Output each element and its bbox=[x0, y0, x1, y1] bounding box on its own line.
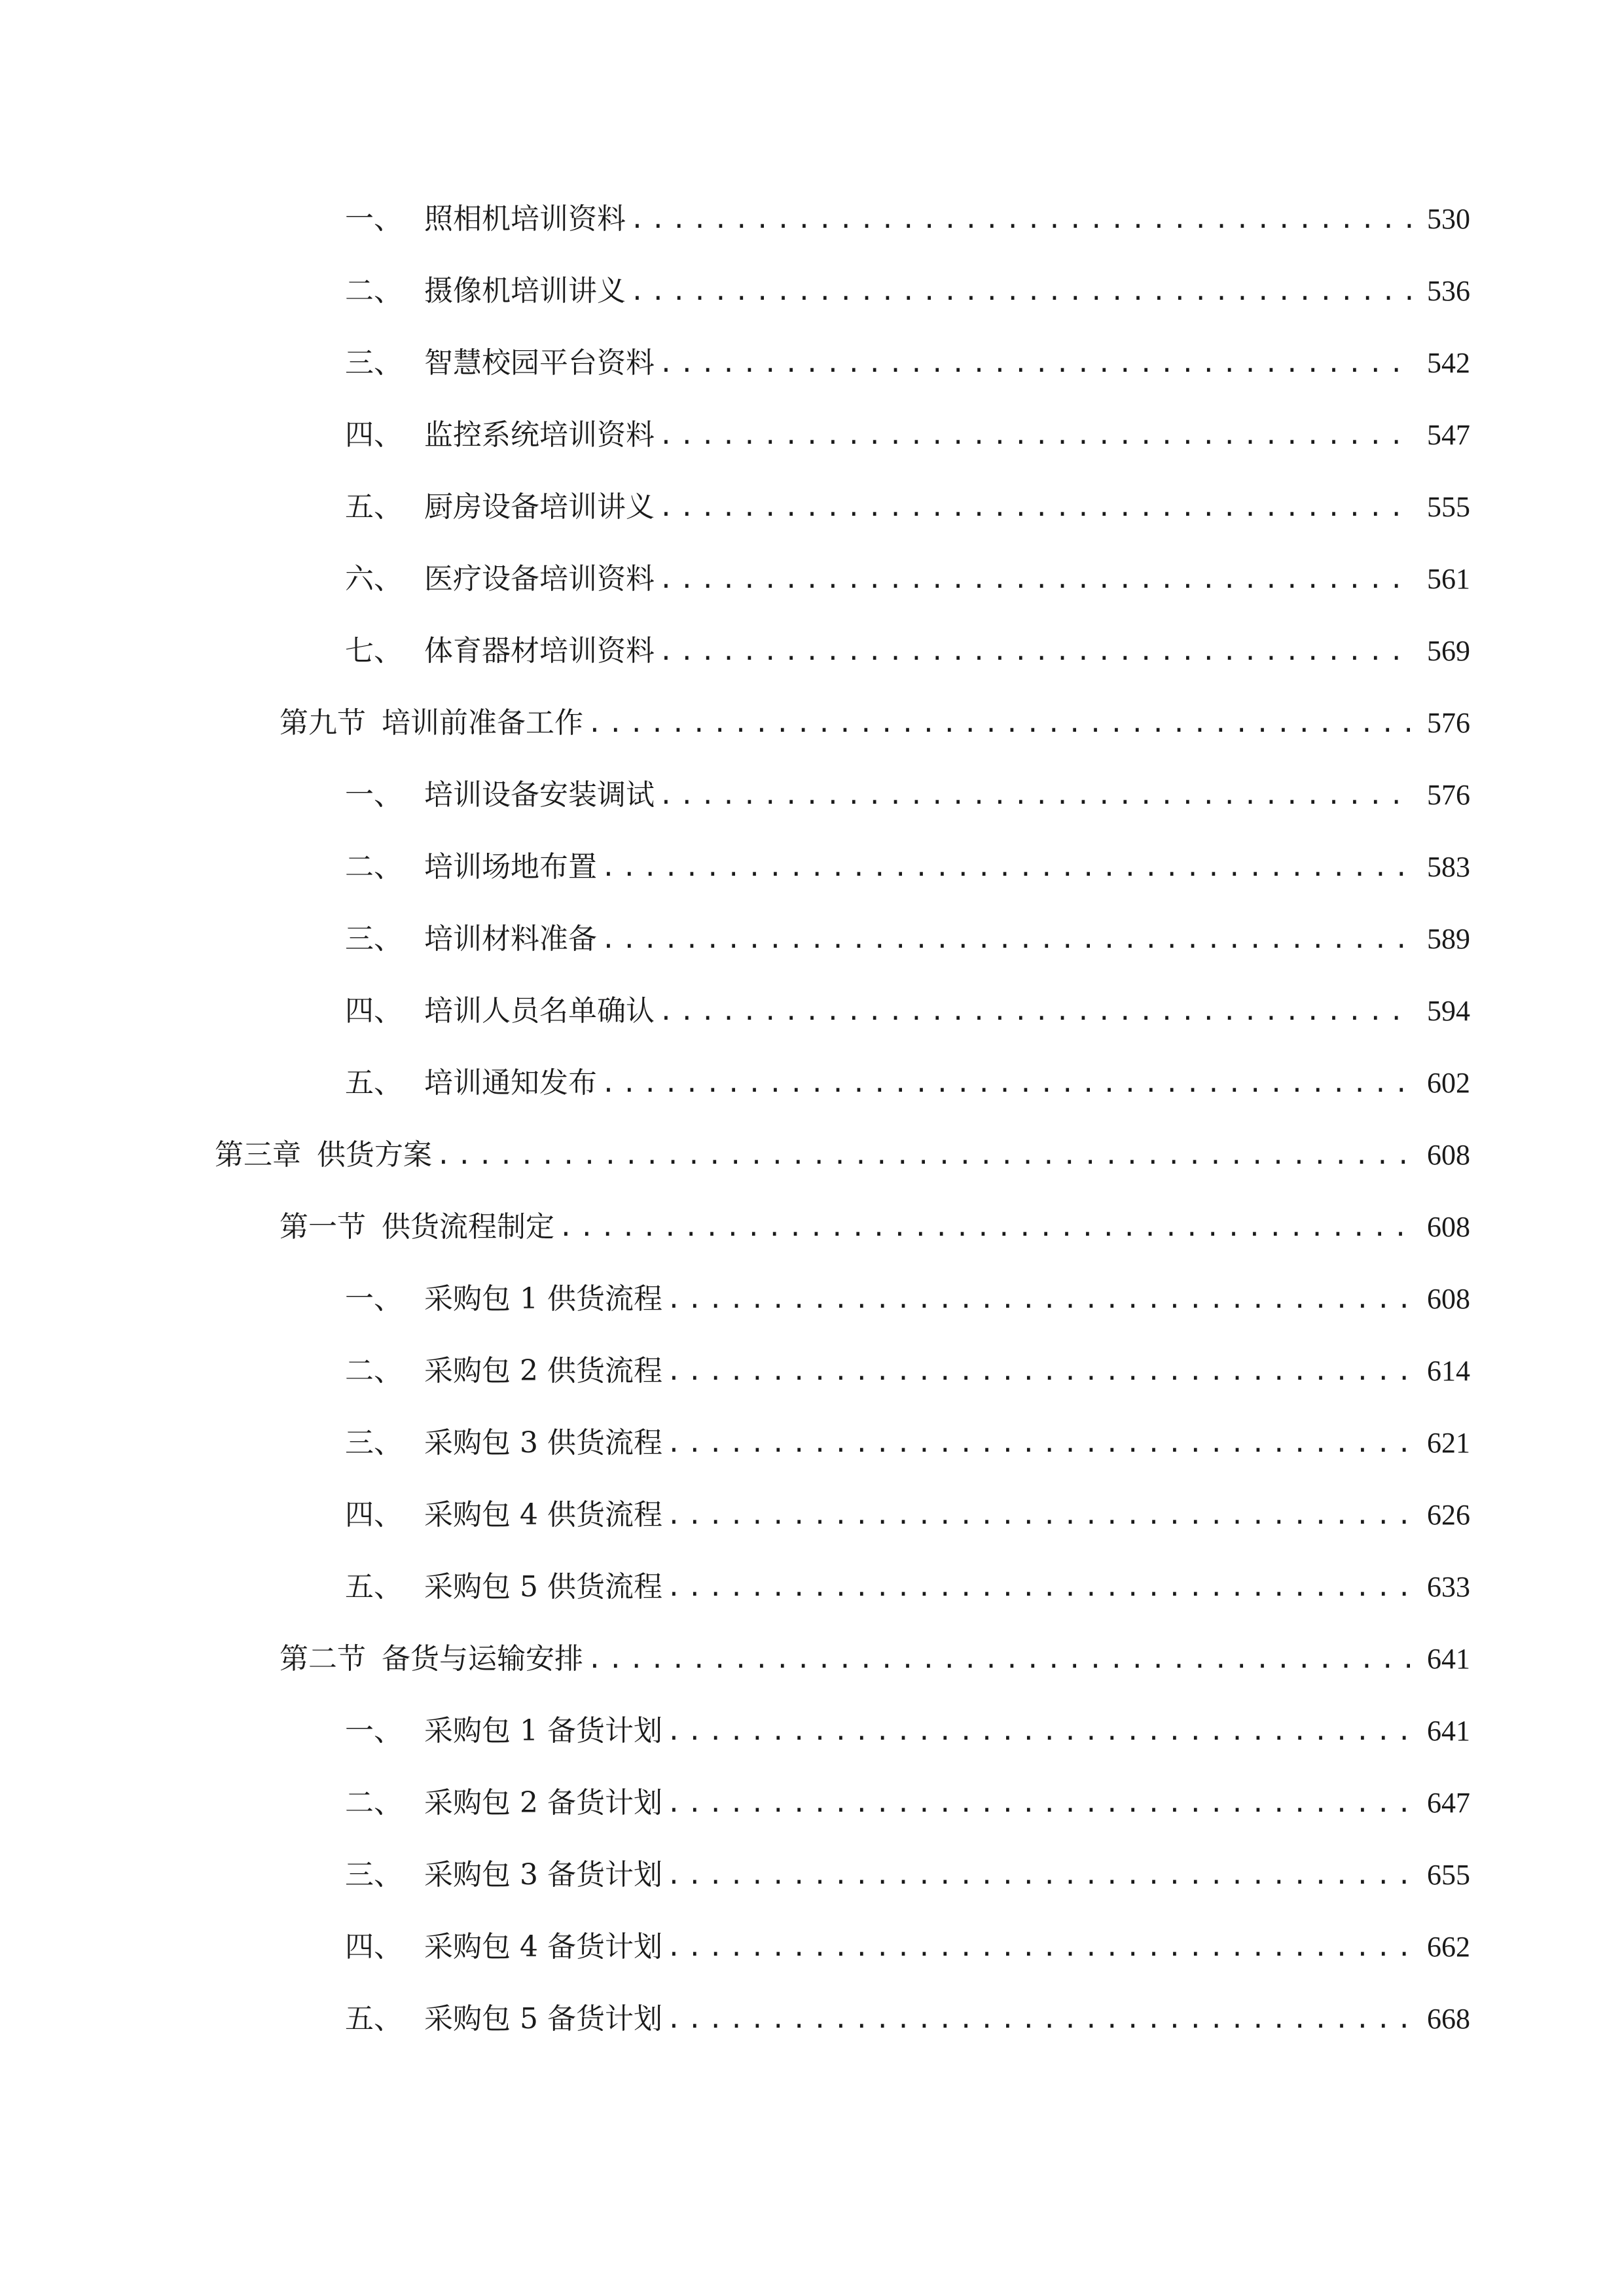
toc-entry-title: 采购包 1 供货流程 bbox=[424, 1282, 662, 1316]
toc-entry-title: 采购包 5 供货流程 bbox=[424, 1570, 662, 1604]
toc-page-number: 655 bbox=[1427, 1859, 1470, 1891]
toc-entry-number: 五、 bbox=[345, 490, 403, 524]
toc-entry-title: 采购包 5 备货计划 bbox=[424, 2002, 662, 2036]
toc-page-number: 589 bbox=[1427, 923, 1470, 955]
toc-entry-number: 一、 bbox=[345, 778, 403, 812]
toc-entry-title: 摄像机培训讲义 bbox=[424, 274, 626, 308]
toc-entry-title: 备货与运输安排 bbox=[382, 1642, 583, 1676]
toc-page-number: 641 bbox=[1427, 1715, 1470, 1747]
toc-dot-leader bbox=[659, 975, 1413, 1047]
toc-page-number: 561 bbox=[1427, 563, 1470, 595]
toc-page-number: 576 bbox=[1427, 779, 1470, 811]
toc-entry-number: 三、 bbox=[345, 346, 403, 380]
toc-page-number: 555 bbox=[1427, 491, 1470, 523]
toc-entry-number: 三、 bbox=[345, 1426, 403, 1460]
toc-dot-leader bbox=[666, 1911, 1413, 1983]
toc-dot-leader bbox=[666, 1263, 1413, 1335]
toc-entry-title: 供货流程制定 bbox=[382, 1210, 554, 1244]
toc-page-number: 530 bbox=[1427, 203, 1470, 235]
toc-page-number: 647 bbox=[1427, 1787, 1470, 1819]
toc-entry-item[interactable] bbox=[345, 1695, 1470, 1767]
toc-page-number: 583 bbox=[1427, 851, 1470, 883]
toc-page-number: 608 bbox=[1427, 1283, 1470, 1315]
toc-dot-leader bbox=[436, 1119, 1413, 1191]
toc-entry-item[interactable] bbox=[345, 759, 1470, 831]
toc-page-number: 594 bbox=[1427, 995, 1470, 1027]
toc-entry-section[interactable] bbox=[280, 1623, 1470, 1695]
toc-entry-number: 五、 bbox=[345, 1570, 403, 1604]
toc-entry-title: 采购包 4 供货流程 bbox=[424, 1498, 662, 1532]
toc-entry-item[interactable] bbox=[345, 183, 1470, 255]
toc-entry-item[interactable] bbox=[345, 399, 1470, 471]
toc-entry-item[interactable] bbox=[345, 471, 1470, 543]
toc-dot-leader bbox=[601, 831, 1413, 903]
toc-dot-leader bbox=[630, 255, 1413, 327]
toc-entry-number: 第九节 bbox=[280, 706, 366, 740]
toc-entry-title: 采购包 1 备货计划 bbox=[424, 1714, 662, 1748]
toc-page-number: 608 bbox=[1427, 1211, 1470, 1243]
toc-entry-section[interactable] bbox=[280, 687, 1470, 759]
toc-entry-number: 四、 bbox=[345, 1930, 403, 1964]
toc-entry-number: 第二节 bbox=[280, 1642, 366, 1676]
toc-entry-title: 采购包 3 备货计划 bbox=[424, 1858, 662, 1892]
toc-dot-leader bbox=[558, 1191, 1413, 1263]
toc-entry-item[interactable] bbox=[345, 615, 1470, 687]
toc-entry-number: 第一节 bbox=[280, 1210, 366, 1244]
toc-dot-leader bbox=[587, 687, 1413, 759]
toc-entry-title: 采购包 2 备货计划 bbox=[424, 1786, 662, 1820]
toc-entry-item[interactable] bbox=[345, 1047, 1470, 1119]
toc-dot-leader bbox=[601, 1047, 1413, 1119]
toc-page-number: 608 bbox=[1427, 1139, 1470, 1171]
toc-entry-item[interactable] bbox=[345, 1839, 1470, 1911]
toc-page-number: 602 bbox=[1427, 1067, 1470, 1099]
toc-dot-leader bbox=[587, 1623, 1413, 1695]
toc-entry-number: 三、 bbox=[345, 1858, 403, 1892]
toc-dot-leader bbox=[659, 759, 1413, 831]
toc-entry-item[interactable] bbox=[345, 327, 1470, 399]
toc-page-number: 668 bbox=[1427, 2003, 1470, 2035]
toc-entry-number: 四、 bbox=[345, 994, 403, 1028]
toc-dot-leader bbox=[666, 1839, 1413, 1911]
toc-entry-chapter[interactable] bbox=[215, 1119, 1470, 1191]
toc-page-number: 641 bbox=[1427, 1643, 1470, 1675]
toc-entry-title: 智慧校园平台资料 bbox=[424, 346, 655, 380]
toc-entry-number: 二、 bbox=[345, 1354, 403, 1388]
toc-entry-item[interactable] bbox=[345, 903, 1470, 975]
toc-entry-number: 四、 bbox=[345, 1498, 403, 1532]
toc-dot-leader bbox=[659, 399, 1413, 471]
toc-dot-leader bbox=[659, 543, 1413, 615]
toc-entry-number: 一、 bbox=[345, 1714, 403, 1748]
toc-entry-item[interactable] bbox=[345, 1551, 1470, 1623]
toc-dot-leader bbox=[666, 1767, 1413, 1839]
toc-entry-title: 采购包 2 供货流程 bbox=[424, 1354, 662, 1388]
toc-entry-title: 培训通知发布 bbox=[424, 1066, 597, 1100]
toc-entry-item[interactable] bbox=[345, 1767, 1470, 1839]
toc-entry-title: 培训人员名单确认 bbox=[424, 994, 655, 1028]
toc-entry-number: 七、 bbox=[345, 634, 403, 668]
toc-entry-item[interactable] bbox=[345, 1335, 1470, 1407]
toc-dot-leader bbox=[666, 1983, 1413, 2055]
toc-entry-title: 照相机培训资料 bbox=[424, 202, 626, 236]
toc-entry-number: 三、 bbox=[345, 922, 403, 956]
toc-dot-leader bbox=[659, 615, 1413, 687]
toc-entry-title: 采购包 4 备货计划 bbox=[424, 1930, 662, 1964]
toc-page-number: 662 bbox=[1427, 1931, 1470, 1963]
toc-entry-title: 培训场地布置 bbox=[424, 850, 597, 884]
toc-entry-item[interactable] bbox=[345, 255, 1470, 327]
toc-page-number: 569 bbox=[1427, 635, 1470, 667]
toc-entry-title: 厨房设备培训讲义 bbox=[424, 490, 655, 524]
toc-dot-leader bbox=[666, 1695, 1413, 1767]
toc-dot-leader bbox=[666, 1335, 1413, 1407]
toc-page-number: 626 bbox=[1427, 1499, 1470, 1531]
toc-page-number: 542 bbox=[1427, 347, 1470, 379]
toc-dot-leader bbox=[630, 183, 1413, 255]
toc-entry-title: 供货方案 bbox=[317, 1138, 432, 1172]
toc-dot-leader bbox=[666, 1407, 1413, 1479]
toc-entry-item[interactable] bbox=[345, 831, 1470, 903]
toc-entry-title: 培训前准备工作 bbox=[382, 706, 583, 740]
toc-entry-number: 第三章 bbox=[215, 1138, 301, 1172]
toc-dot-leader bbox=[666, 1479, 1413, 1551]
toc-entry-number: 六、 bbox=[345, 562, 403, 596]
toc-dot-leader bbox=[659, 471, 1413, 543]
toc-entry-number: 一、 bbox=[345, 202, 403, 236]
toc-entry-number: 一、 bbox=[345, 1282, 403, 1316]
toc-entry-title: 体育器材培训资料 bbox=[424, 634, 655, 668]
toc-entry-title: 医疗设备培训资料 bbox=[424, 562, 655, 596]
toc-entry-number: 四、 bbox=[345, 418, 403, 452]
toc-entry-title: 采购包 3 供货流程 bbox=[424, 1426, 662, 1460]
toc-dot-leader bbox=[666, 1551, 1413, 1623]
toc-entry-item[interactable] bbox=[345, 1479, 1470, 1551]
toc-entry-number: 二、 bbox=[345, 1786, 403, 1820]
toc-entry-item[interactable] bbox=[345, 1407, 1470, 1479]
toc-page-number: 621 bbox=[1427, 1427, 1470, 1459]
toc-entry-section[interactable] bbox=[280, 1191, 1470, 1263]
toc-dot-leader bbox=[601, 903, 1413, 975]
toc-entry-title: 培训设备安装调试 bbox=[424, 778, 655, 812]
toc-page-number: 576 bbox=[1427, 707, 1470, 739]
toc-entry-title: 培训材料准备 bbox=[424, 922, 597, 956]
toc-dot-leader bbox=[659, 327, 1413, 399]
toc-entry-number: 五、 bbox=[345, 1066, 403, 1100]
toc-entry-item[interactable] bbox=[345, 543, 1470, 615]
toc-entry-item[interactable] bbox=[345, 975, 1470, 1047]
toc-page-number: 633 bbox=[1427, 1571, 1470, 1603]
toc-entry-item[interactable] bbox=[345, 1911, 1470, 1983]
toc-page-number: 547 bbox=[1427, 419, 1470, 451]
toc-entry-number: 二、 bbox=[345, 850, 403, 884]
toc-entry-number: 二、 bbox=[345, 274, 403, 308]
toc-entry-item[interactable] bbox=[345, 1983, 1470, 2055]
toc-entry-title: 监控系统培训资料 bbox=[424, 418, 655, 452]
toc-page-number: 614 bbox=[1427, 1355, 1470, 1387]
toc-page-number: 536 bbox=[1427, 275, 1470, 307]
toc-entry-number: 五、 bbox=[345, 2002, 403, 2036]
toc-entry-item[interactable] bbox=[345, 1263, 1470, 1335]
